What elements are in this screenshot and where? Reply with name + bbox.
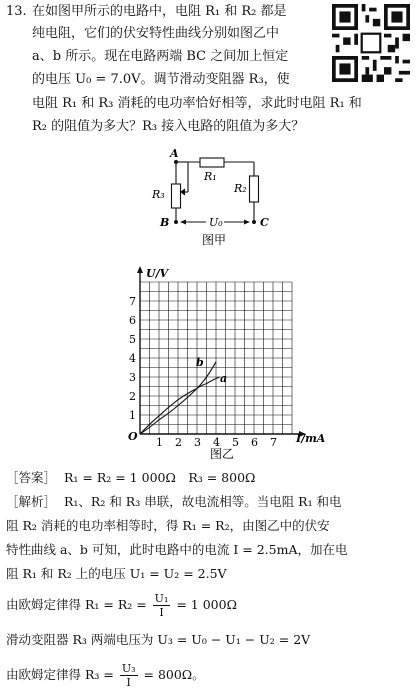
ohm2-fraction <box>120 662 138 689</box>
chart-curves <box>140 362 220 434</box>
ohm2-numerator: U₃ <box>121 662 136 675</box>
x-tick-label: 4 <box>213 436 220 449</box>
circuit-diagram <box>140 140 280 248</box>
ohm1-numerator: U₁ <box>154 592 169 605</box>
y-tick-label: 2 <box>129 390 136 403</box>
x-tick-label: 3 <box>194 436 201 449</box>
y-axis-label: U/V <box>146 267 169 280</box>
analysis-line-4: 阻 R₁ 和 R₂ 上的电压 U₁ = U₂ = 2.5V <box>6 566 227 581</box>
ohm-law-r3 <box>6 660 205 690</box>
x-axis-label: I/mA <box>296 432 326 445</box>
x-tick-label: 1 <box>156 436 163 449</box>
x-tick-label: 5 <box>232 436 239 449</box>
figure1-caption: 图甲 <box>202 233 227 247</box>
question-line-1: 在如图甲所示的电路中，电阻 R₁ 和 R₂ 都是 <box>32 4 287 19</box>
answer-tag: ［答案］ <box>6 470 57 485</box>
ohm2-denominator: I <box>126 676 131 689</box>
chart-grid <box>140 282 292 434</box>
analysis-tag: ［解析］ <box>6 494 57 509</box>
y-tick-label: 7 <box>129 295 136 308</box>
y-tick-label: 6 <box>129 314 136 327</box>
ohm1-fraction <box>153 592 171 619</box>
node-a-label: A <box>170 147 179 160</box>
question-line-3: a、b 所示。现在电路两端 BC 之间加上恒定 <box>32 49 289 64</box>
r3-voltage-line: 滑动变阻器 R₃ 两端电压为 U₃ = U₀ − U₁ − U₂ = 2V <box>6 632 311 647</box>
y-tick-label: 1 <box>129 409 136 422</box>
curve-b-label: b <box>196 356 204 369</box>
y-tick-label: 4 <box>129 352 136 365</box>
analysis-line-2: 阻 R₂ 消耗的电功率相等时，得 R₁ = R₂，由图乙中的伏安 <box>6 518 330 533</box>
ohm-law-r1-r2 <box>6 590 237 620</box>
qr-code-image <box>332 4 410 82</box>
x-tick-label: 6 <box>251 436 258 449</box>
ohm1-denominator: I <box>159 606 164 619</box>
y-axis-arrow <box>137 266 143 273</box>
question-line-2: 纯电阻，它们的伏安特性曲线分别如图乙中 <box>32 26 280 41</box>
curve-a-label: a <box>220 372 228 385</box>
ohm2-prefix: 由欧姆定律得 R₃ = <box>6 667 114 682</box>
ohm2-result: = 800Ω。 <box>143 667 205 682</box>
figure2-caption: 图乙 <box>210 447 235 461</box>
ohm1-prefix: 由欧姆定律得 R₁ = R₂ = <box>6 597 147 612</box>
question-number: 13. <box>6 4 27 19</box>
r2-label: R₂ <box>234 182 247 195</box>
question-line-6: R₂ 的阻值为多大？R₃ 接入电路的阻值为多大？ <box>32 119 305 134</box>
y-tick-label: 5 <box>129 333 136 346</box>
analysis-line-1: R₁、R₂ 和 R₃ 串联，故电流相等。当电阻 R₁ 和电 <box>64 494 342 509</box>
r1-label: R₁ <box>204 170 217 183</box>
ohm1-result: = 1 000Ω <box>176 597 237 612</box>
node-b-label: B <box>160 216 170 229</box>
question-line-4: 的电压 U₀ = 7.0V。调节滑动变阻器 R₃，使 <box>32 72 290 87</box>
node-c-label: C <box>260 216 269 229</box>
y-tick-label: 3 <box>129 371 136 384</box>
x-tick-label: 7 <box>270 436 277 449</box>
question-line-5: 电阻 R₁ 和 R₃ 消耗的电功率恰好相等，求此时电阻 R₁ 和 <box>32 96 362 111</box>
iv-characteristic-chart <box>110 262 340 462</box>
answer-text: R₁ = R₂ = 1 000Ω R₃ = 800Ω <box>64 470 256 485</box>
u0-label: U₀ <box>209 216 223 229</box>
x-tick-label: 2 <box>175 436 182 449</box>
r3-label: R₃ <box>152 188 165 201</box>
analysis-line-3: 特性曲线 a、b 可知，此时电路中的电流 I = 2.5mA，加在电 <box>6 542 348 557</box>
origin-label: O <box>128 430 138 443</box>
